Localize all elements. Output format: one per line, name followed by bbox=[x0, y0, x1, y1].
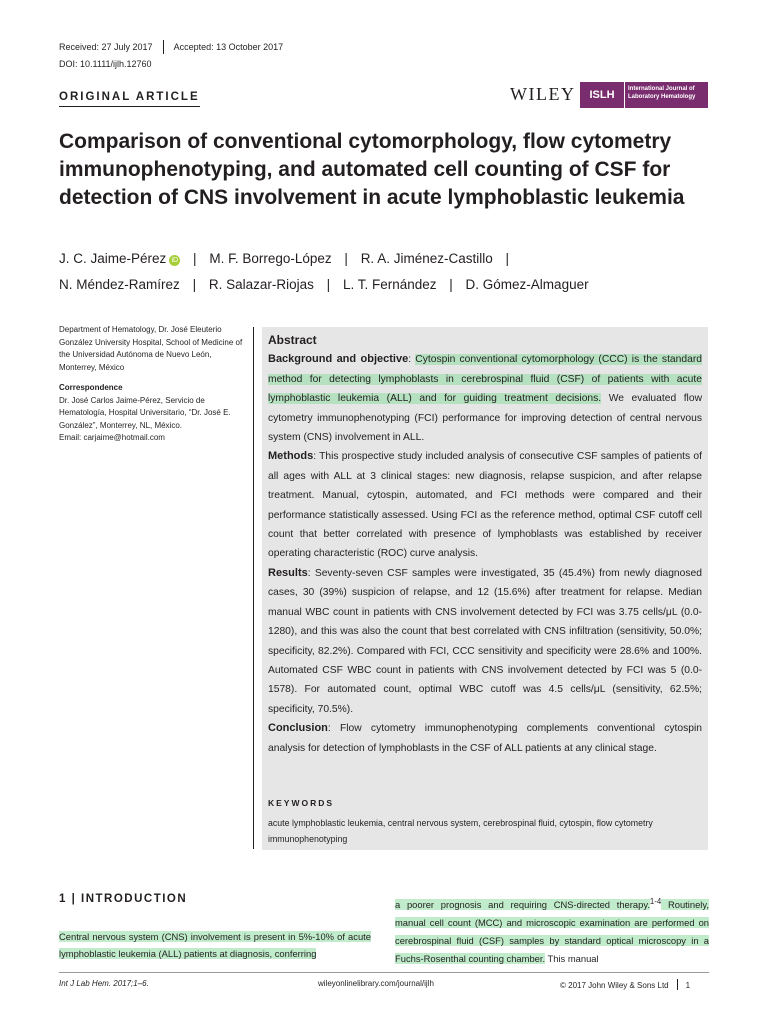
author[interactable]: L. T. Fernández bbox=[342, 277, 437, 292]
footer-citation: Int J Lab Hem. 2017;1–6. bbox=[59, 979, 149, 988]
department: Department of Hematology, Dr. José Eleuterio González University Hospital, School of Medicine of the Universidad Autónoma de Nuevo León, Monterrey, México bbox=[59, 325, 243, 372]
page-number: 1 bbox=[685, 981, 691, 990]
section-heading-introduction: 1 | INTRODUCTION bbox=[59, 893, 188, 905]
email[interactable]: Email: carjaime@hotmail.com bbox=[59, 433, 165, 442]
intro-right-column bbox=[395, 893, 709, 968]
author-separator: | bbox=[193, 251, 197, 266]
abstract-conclusion bbox=[268, 719, 702, 758]
author-separator: | bbox=[326, 277, 331, 292]
journal-logo-text: International Journal of Laboratory Hematology bbox=[624, 82, 708, 108]
received-date: Received: 27 July 2017 bbox=[59, 42, 153, 52]
abstract-heading: Abstract bbox=[268, 333, 317, 347]
keywords-heading: KEYWORDS bbox=[268, 798, 335, 808]
author[interactable]: D. Gómez-Almaguer bbox=[465, 277, 589, 292]
methods-text: : This prospective study included analysis of consecutive CSF samples of patients of all ages with ALL at 3 clinical stages: new diagnosis, relapse suspicion, and after relapse treatment. Manual, cytospin, automated, and FCI methods were compared and their performance statistically assessed. Using FCI as the reference method, optimal CSF cutoff cell count that better correlated with presence of lymphoblasts was established by receiver operating characteristic (ROC) curve analysis. bbox=[268, 451, 702, 560]
affiliation-column bbox=[59, 324, 244, 445]
background-text: We evaluated flow cytometry immunophenotyping (FCI) performance for improving detection of central nervous system (CNS) involvement in ALL. bbox=[268, 393, 703, 444]
conclusion-head: Conclusion bbox=[268, 722, 328, 735]
conclusion-text: : Flow cytometry immunophenotyping complements conventional cytospin analysis for detection of lymphoblasts in the CSF of ALL patients at any clinical stage. bbox=[268, 723, 702, 754]
journal-logo bbox=[580, 82, 708, 108]
reference-marker[interactable]: 1-4 bbox=[649, 897, 662, 906]
results-head: Results bbox=[268, 566, 308, 579]
correspondence-heading: Correspondence bbox=[59, 383, 123, 392]
author-list bbox=[59, 246, 719, 298]
methods-head: Methods bbox=[268, 450, 314, 463]
author-separator: | bbox=[344, 251, 348, 266]
keywords: acute lymphoblastic leukemia, central nervous system, cerebrospinal fluid, cytospin, flow cytometry immunophenotyping bbox=[268, 818, 653, 844]
intro-text: This manual bbox=[545, 953, 599, 965]
doi[interactable]: DOI: 10.1111/ijlh.12760 bbox=[59, 59, 152, 69]
publisher-logo: WILEY bbox=[510, 84, 576, 104]
author-separator: | bbox=[505, 251, 510, 266]
abstract-background: Background and objective: Cytospin conventional cytomorphology (CCC) is the standard method for detecting lymphoblasts in cerebrospinal fluid (CSF) of patients with acute lymphoblastic leukemia (ALL) and for guiding treatment decisions. We evaluated flow cytometry immunophenotyping (FCI) performance for improving detection of central nervous system (CNS) involvement in ALL. bbox=[268, 353, 703, 444]
section-label: ORIGINAL ARTICLE bbox=[59, 91, 200, 107]
footer-right bbox=[560, 979, 690, 990]
abstract-methods bbox=[268, 447, 702, 563]
orcid-icon[interactable]: iD bbox=[169, 255, 180, 266]
footer-copyright: © 2017 John Wiley & Sons Ltd bbox=[560, 981, 669, 990]
author-separator: | bbox=[192, 277, 197, 292]
author[interactable]: J. C. Jaime-Pérez bbox=[59, 251, 167, 266]
accepted-date: Accepted: 13 October 2017 bbox=[173, 42, 284, 52]
results-text: : Seventy-seven CSF samples were investigated, 35 (45.4%) from newly diagnosed cases, 30 (39%) suspicion of relapse, and 12 (15.6%) after treatment for relapse. Median manual WBC count in patients with CNS involvement detected by FCI was 3.75 cells/μL (0.0-1280), and this was also the count that best correlated with CNS infiltration (sensitivity, 50.0%; specificity, 82.2%). Compared with FCI, CCC sensitivity and specificity were 28.6% and 100%. Automated CSF WBC count in patients with CNS involvement detected by FCI was 5 (0.0-1578). For automated count, optimal WBC cutoff was 4.5 cells/μL (sensitivity, 62.5%; specificity, 70.5%). bbox=[268, 567, 702, 715]
abstract bbox=[268, 331, 702, 758]
article-title: Comparison of conventional cytomorphology, flow cytometry immunophenotyping, and automated cell counting of CSF for detection of CNS involvement in acute lymphoblastic leukemia bbox=[59, 130, 685, 209]
highlighted-text: Cytospin conventional cytomorphology (CCC) is the standard method for detecting lymphoblasts in cerebrospinal fluid (CSF) of patients with acute lymphoblastic leukemia (ALL) and for guiding treatment decisions. bbox=[268, 354, 702, 405]
abstract-results bbox=[268, 564, 702, 719]
divider bbox=[677, 979, 678, 990]
column-divider bbox=[253, 327, 254, 849]
author[interactable]: N. Méndez-Ramírez bbox=[59, 277, 180, 292]
author-separator: | bbox=[449, 277, 453, 292]
author[interactable]: R. Salazar-Riojas bbox=[208, 277, 314, 292]
correspondence: Dr. José Carlos Jaime-Pérez, Servicio de Hematología, Hospital Universitario, “Dr. José E. González”, Monterrey, NL, México. bbox=[59, 395, 231, 430]
footer-rule bbox=[59, 972, 709, 973]
divider bbox=[163, 40, 164, 54]
journal-logo-mark: ISLH bbox=[580, 82, 624, 108]
highlighted-text: Routinely, manual cell count (MCC) and microscopic examination are performed on cerebrospinal fluid (CSF) samples by standard optical microscopy in a Fuchs-Rosenthal counting chamber. bbox=[395, 899, 709, 965]
footer-url[interactable]: wileyonlinelibrary.com/journal/ijlh bbox=[318, 979, 434, 988]
dates-line bbox=[59, 40, 283, 54]
highlighted-text: a poorer prognosis and requiring CNS-directed therapy. bbox=[395, 899, 650, 911]
background-head: Background and objective bbox=[268, 353, 409, 366]
highlighted-text: Central nervous system (CNS) involvement is present in 5%-10% of acute lymphoblastic leukemia (ALL) patients at diagnosis, conferring bbox=[59, 931, 371, 959]
author[interactable]: R. A. Jiménez-Castillo bbox=[360, 251, 493, 266]
intro-left-column bbox=[59, 928, 371, 962]
author[interactable]: M. F. Borrego-López bbox=[209, 251, 332, 266]
